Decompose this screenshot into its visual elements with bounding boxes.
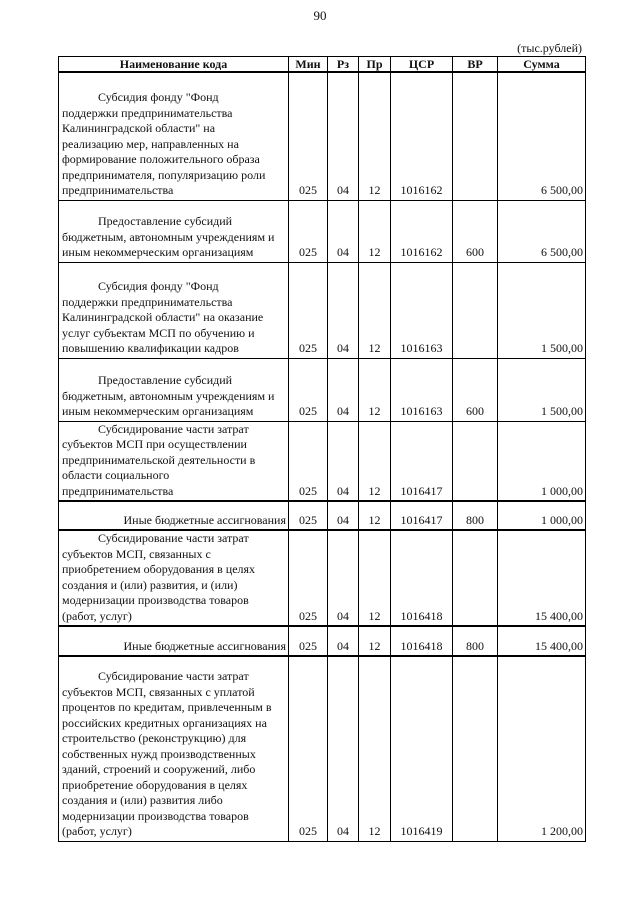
header-sum: Сумма xyxy=(498,57,586,73)
row-min: 025 xyxy=(289,421,328,501)
row-pr: 12 xyxy=(359,626,391,656)
row-min: 025 xyxy=(289,626,328,656)
header-name: Наименование кода xyxy=(59,57,289,73)
row-rz: 04 xyxy=(328,501,359,530)
row-vr: 600 xyxy=(453,200,498,262)
row-pr: 12 xyxy=(359,656,391,841)
row-csr: 1016162 xyxy=(391,72,453,200)
row-sum: 15 400,00 xyxy=(498,530,586,626)
row-rz: 04 xyxy=(328,262,359,358)
row-min: 025 xyxy=(289,501,328,530)
table-row xyxy=(59,262,586,358)
row-pr: 12 xyxy=(359,262,391,358)
row-name: Предоставление субсидий бюджетным, автономным учреждениям и иным некоммерческим организациям xyxy=(59,200,289,262)
table-row xyxy=(59,656,586,841)
row-csr: 1016163 xyxy=(391,262,453,358)
row-vr xyxy=(453,72,498,200)
table-row xyxy=(59,421,586,501)
row-name: Субсидия фонду "Фонд поддержки предпринимательства Калининградской области" на реализацию мер, направленных на формирование положительного образа предпринимателя, популяризацию роли предпринимательства xyxy=(59,72,289,200)
budget-table xyxy=(58,56,586,842)
row-csr: 1016417 xyxy=(391,501,453,530)
row-vr xyxy=(453,421,498,501)
row-vr: 800 xyxy=(453,501,498,530)
row-sum: 6 500,00 xyxy=(498,200,586,262)
row-min: 025 xyxy=(289,262,328,358)
table-row xyxy=(59,358,586,421)
row-rz: 04 xyxy=(328,72,359,200)
row-name: Субсидирование части затрат субъектов МСП, связанных с приобретением оборудования в целях создания и (или) развития, и (или) модернизации производства товаров (работ, услуг) xyxy=(59,530,289,626)
row-vr xyxy=(453,530,498,626)
row-name: Предоставление субсидий бюджетным, автономным учреждениям и иным некоммерческим организациям xyxy=(59,358,289,421)
row-sum: 1 000,00 xyxy=(498,501,586,530)
row-rz: 04 xyxy=(328,656,359,841)
row-rz: 04 xyxy=(328,358,359,421)
row-sum: 6 500,00 xyxy=(498,72,586,200)
page-number: 90 xyxy=(313,8,327,23)
table-header-row xyxy=(59,57,586,73)
row-vr xyxy=(453,656,498,841)
header-min: Мин xyxy=(289,57,328,73)
row-csr: 1016418 xyxy=(391,626,453,656)
row-min: 025 xyxy=(289,72,328,200)
row-vr xyxy=(453,262,498,358)
row-name: Иные бюджетные ассигнования xyxy=(59,626,289,656)
row-pr: 12 xyxy=(359,421,391,501)
units-label: (тыс.рублей) xyxy=(517,41,582,55)
header-vr: ВР xyxy=(453,57,498,73)
row-min: 025 xyxy=(289,200,328,262)
row-sum: 15 400,00 xyxy=(498,626,586,656)
row-rz: 04 xyxy=(328,626,359,656)
row-rz: 04 xyxy=(328,530,359,626)
row-csr: 1016419 xyxy=(391,656,453,841)
row-pr: 12 xyxy=(359,358,391,421)
table-row xyxy=(59,72,586,200)
row-name: Субсидия фонду "Фонд поддержки предпринимательства Калининградской области" на оказание услуг субъектам МСП по обучению и повышению квалификации кадров xyxy=(59,262,289,358)
row-sum: 1 500,00 xyxy=(498,358,586,421)
row-rz: 04 xyxy=(328,200,359,262)
row-sum: 1 500,00 xyxy=(498,262,586,358)
row-name: Иные бюджетные ассигнования xyxy=(59,501,289,530)
header-csr: ЦСР xyxy=(391,57,453,73)
row-csr: 1016162 xyxy=(391,200,453,262)
row-min: 025 xyxy=(289,656,328,841)
row-sum: 1 200,00 xyxy=(498,656,586,841)
row-pr: 12 xyxy=(359,72,391,200)
row-csr: 1016418 xyxy=(391,530,453,626)
row-vr: 800 xyxy=(453,626,498,656)
row-pr: 12 xyxy=(359,530,391,626)
row-pr: 12 xyxy=(359,501,391,530)
row-vr: 600 xyxy=(453,358,498,421)
header-rz: Рз xyxy=(328,57,359,73)
row-pr: 12 xyxy=(359,200,391,262)
table-row xyxy=(59,200,586,262)
table-row xyxy=(59,530,586,626)
row-min: 025 xyxy=(289,358,328,421)
row-csr: 1016417 xyxy=(391,421,453,501)
row-csr: 1016163 xyxy=(391,358,453,421)
row-sum: 1 000,00 xyxy=(498,421,586,501)
header-pr: Пр xyxy=(359,57,391,73)
row-name: Субсидирование части затрат субъектов МСП при осуществлении предпринимательской деятельности в области социального предпринимательства xyxy=(59,421,289,501)
table-row xyxy=(59,626,586,656)
table-row xyxy=(59,501,586,530)
row-rz: 04 xyxy=(328,421,359,501)
row-min: 025 xyxy=(289,530,328,626)
row-name: Субсидирование части затрат субъектов МСП, связанных с уплатой процентов по кредитам, привлеченным в российских кредитных организациях на строительство (реконструкцию) для собственных нужд производственных зданий, строений и сооружений, либо приобретение оборудования в целях создания и (или) развития либо модернизации производства товаров (работ, услуг) xyxy=(59,656,289,841)
